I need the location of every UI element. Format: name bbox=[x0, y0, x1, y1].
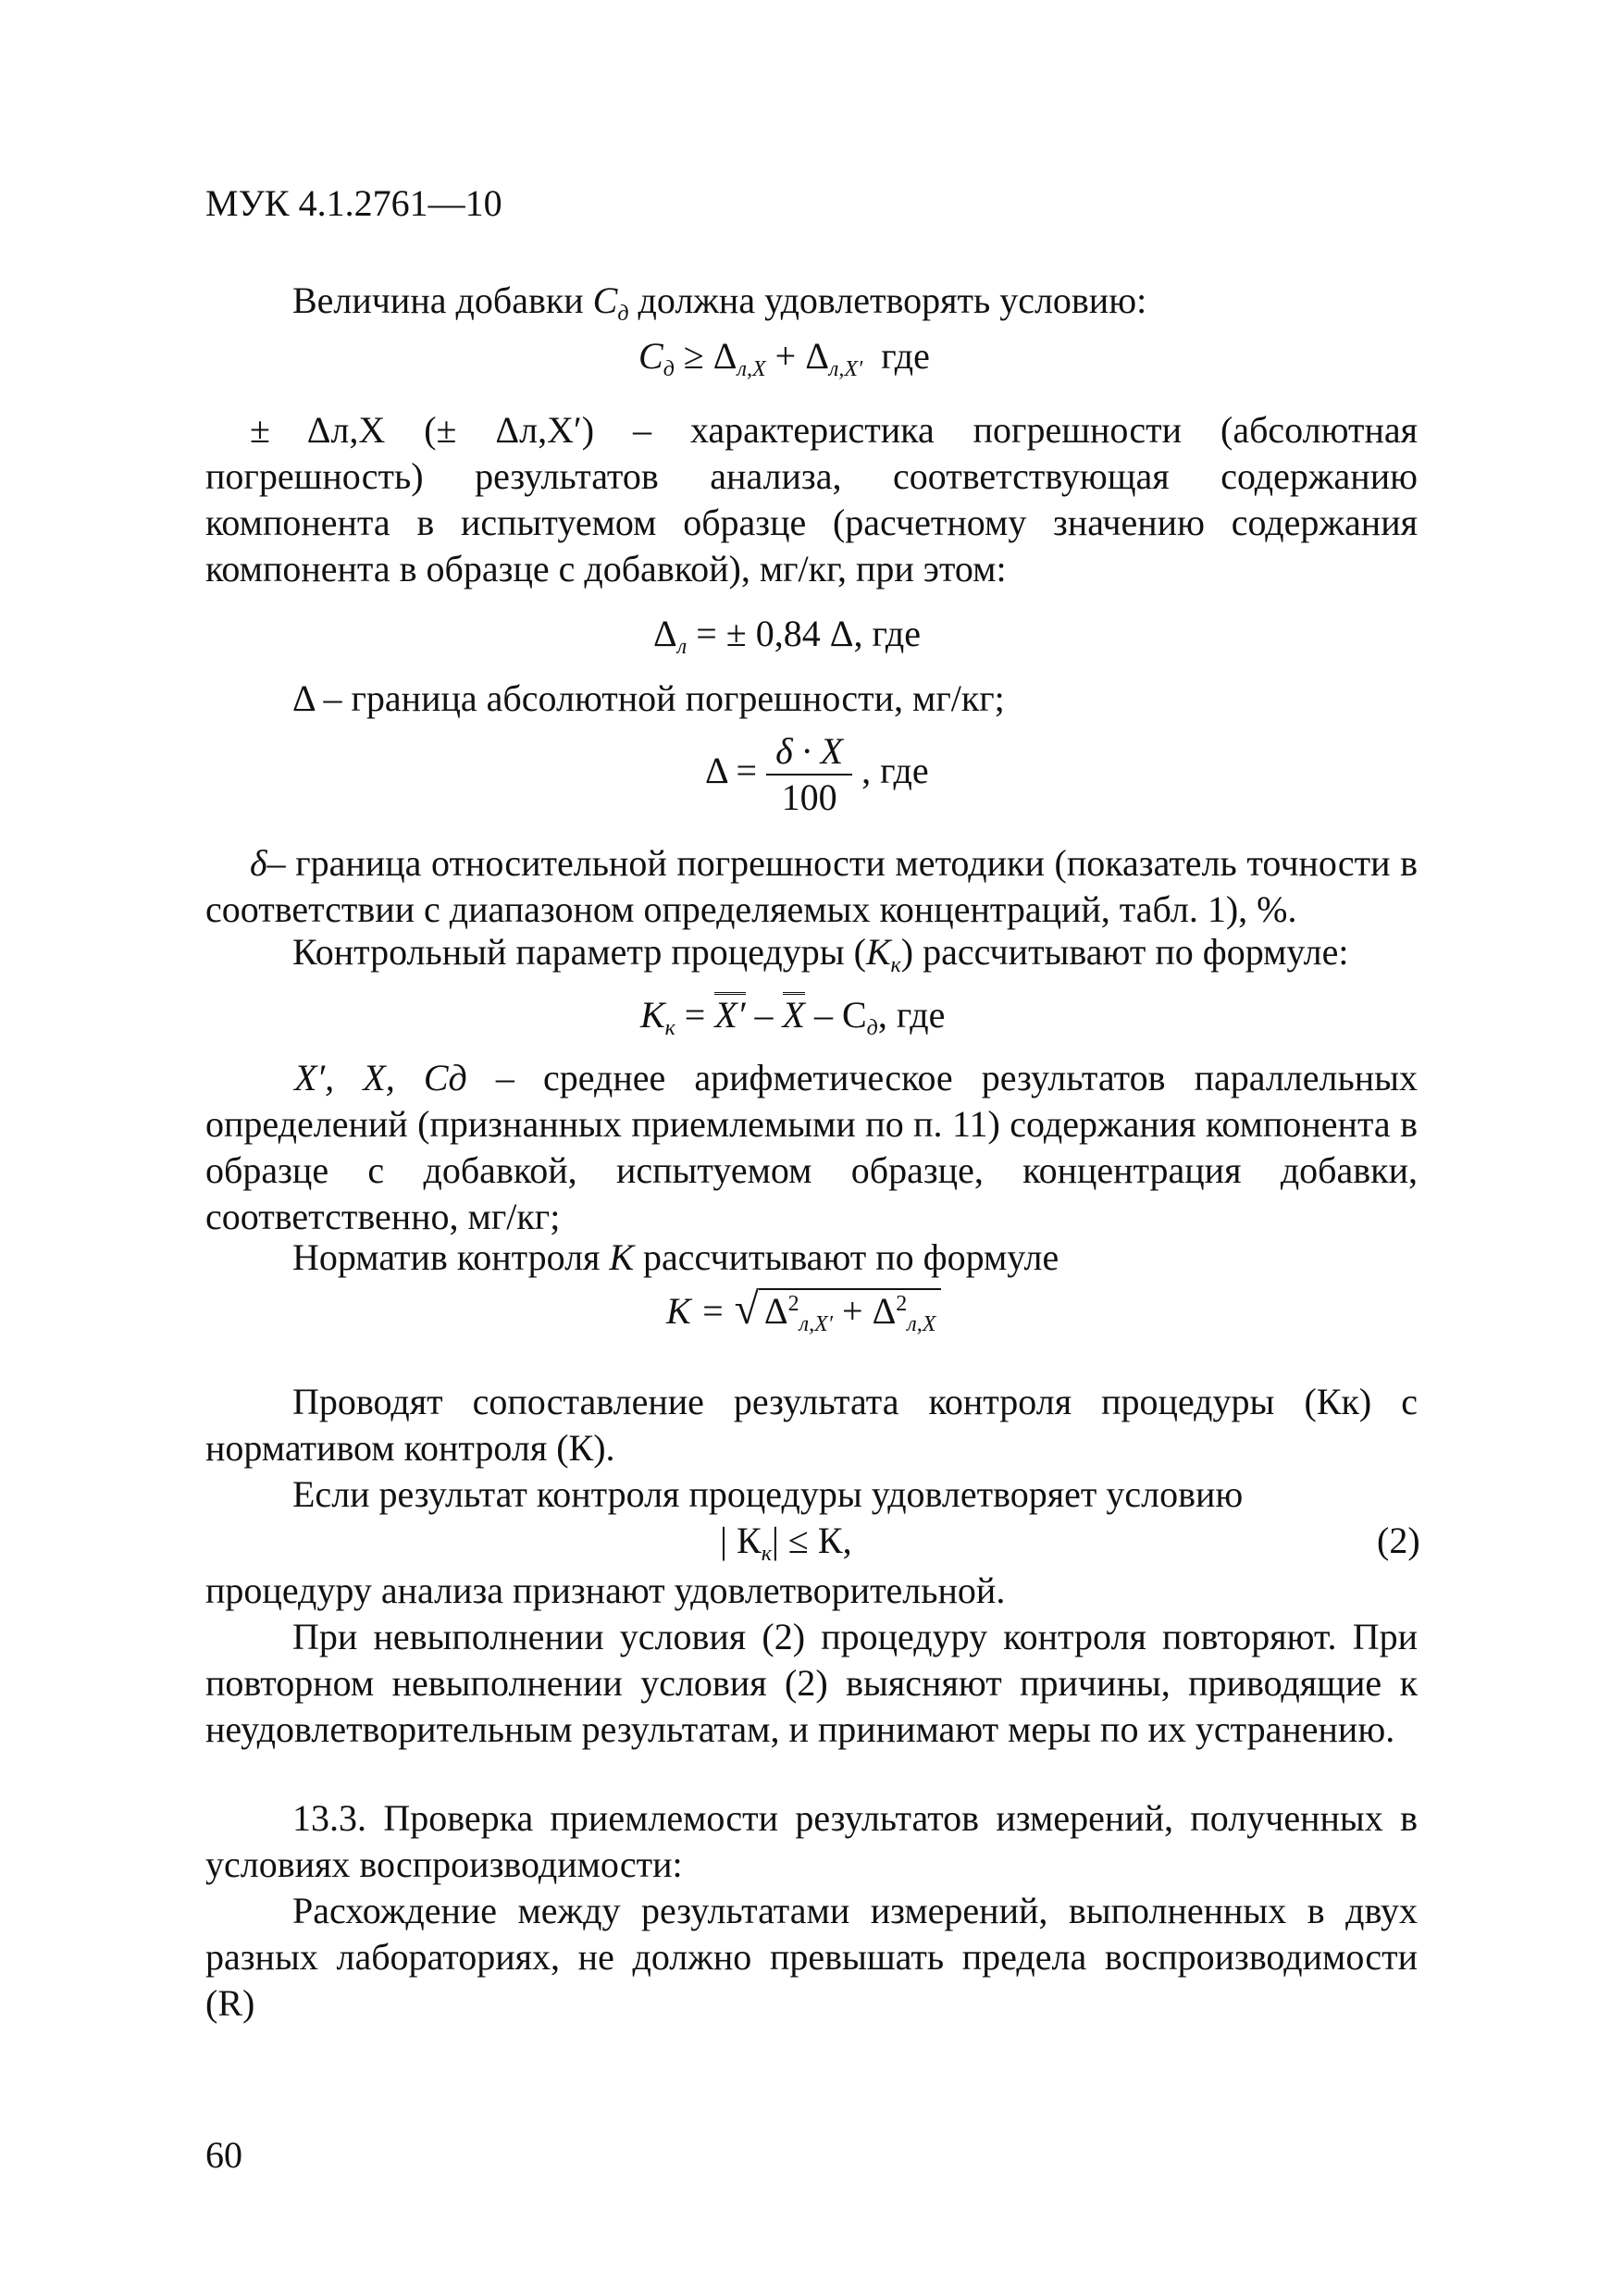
paragraph-absolute-error: Δ – граница абсолютной погрешности, мг/кг; bbox=[292, 677, 1005, 719]
paragraph-error-characteristic: ± Δл,X (± Δл,X′) – характеристика погрешности (абсолютная погрешность) результатов анализа, соответствующая содержанию компонента в испытуемом образце (расчетному значению содержания компонента в образце с добавкой), мг/кг, при этом: bbox=[205, 409, 1419, 590]
paragraph-control-norm: Норматив контроля К рассчитывают по формуле bbox=[292, 1236, 1059, 1278]
paragraph-repeat: При невыполнении условия (2) процедуру контроля повторяют. При повторном невыполнении условия (2) выясняют причины, приводящие к неудовлетворительным результатам, и принимают меры по их устранению. bbox=[205, 1616, 1418, 1750]
mean-symbols: X′, X, Сд bbox=[294, 1057, 467, 1098]
paragraph-condition-intro: Если результат контроля процедуры удовлетворяет условию bbox=[292, 1473, 1244, 1515]
symbol-c: С bbox=[592, 279, 618, 321]
section-13-3: 13.3. Проверка приемлемости результатов измерений, полученных в условиях воспроизводимости: bbox=[205, 1797, 1418, 1885]
fraction: $\frac{\delta \cdot X}{100}$ bbox=[766, 729, 852, 820]
paragraph-discrepancy: Расхождение между результатами измерений, выполненных в двух разных лабораториях, не должно превышать предела воспроизводимости (R) bbox=[205, 1890, 1418, 2024]
equation-k: К = √ $\Delta^2_{л,X'} + \Delta^2_{л,X}$ bbox=[666, 1286, 941, 1334]
equation-condition: | $К_к| \le К$, bbox=[720, 1520, 852, 1566]
paragraph-satisfactory: процедуру анализа признают удовлетворительной. bbox=[205, 1570, 1006, 1611]
equation-delta: Δ = $\frac{\delta \cdot X}{100}$ , где bbox=[705, 730, 929, 818]
page-header: МУК 4.1.2761—10 bbox=[205, 182, 502, 224]
paragraph-comparison: Проводят сопоставление результата контроля процедуры (Кк) с нормативом контроля (К). bbox=[205, 1381, 1418, 1469]
page-number: 60 bbox=[205, 2134, 242, 2176]
equation-number: (2) bbox=[1377, 1520, 1420, 1561]
equation-delta-l: $\Delta_л$ = ± 0,84 Δ, где bbox=[653, 613, 921, 659]
square-root: $\Delta^2_{л,X'} + \Delta^2_{л,X}$ bbox=[759, 1288, 942, 1332]
equation-kk: $К_к = X' - X - С_д$, где bbox=[640, 994, 946, 1040]
error-symbol: ± Δл,X (± Δл,X′) bbox=[250, 409, 595, 451]
paragraph-control-parameter: Контрольный параметр процедуры $(К_к)$ рассчитывают по формуле: bbox=[292, 931, 1349, 977]
equation-additive: $С_д \ge \Delta_{л,X} + \Delta_{л,X'}$ где bbox=[638, 335, 930, 381]
paragraph-mean-values: X′, X, Сд – среднее арифметическое результатов параллельных определений (признанных приемлемыми по п. 11) содержания компонента в образце с добавкой, испытуемом образце, концентрация добавки, соответственно, мг/кг; bbox=[205, 1057, 1419, 1237]
paragraph-relative-error: δ– граница относительной погрешности методики (показатель точности в соответствии с диапазоном определяемых концентраций, табл. 1), %. bbox=[205, 842, 1418, 930]
paragraph-additive-condition: Величина добавки $С_д$ должна удовлетворять условию: bbox=[292, 279, 1147, 326]
